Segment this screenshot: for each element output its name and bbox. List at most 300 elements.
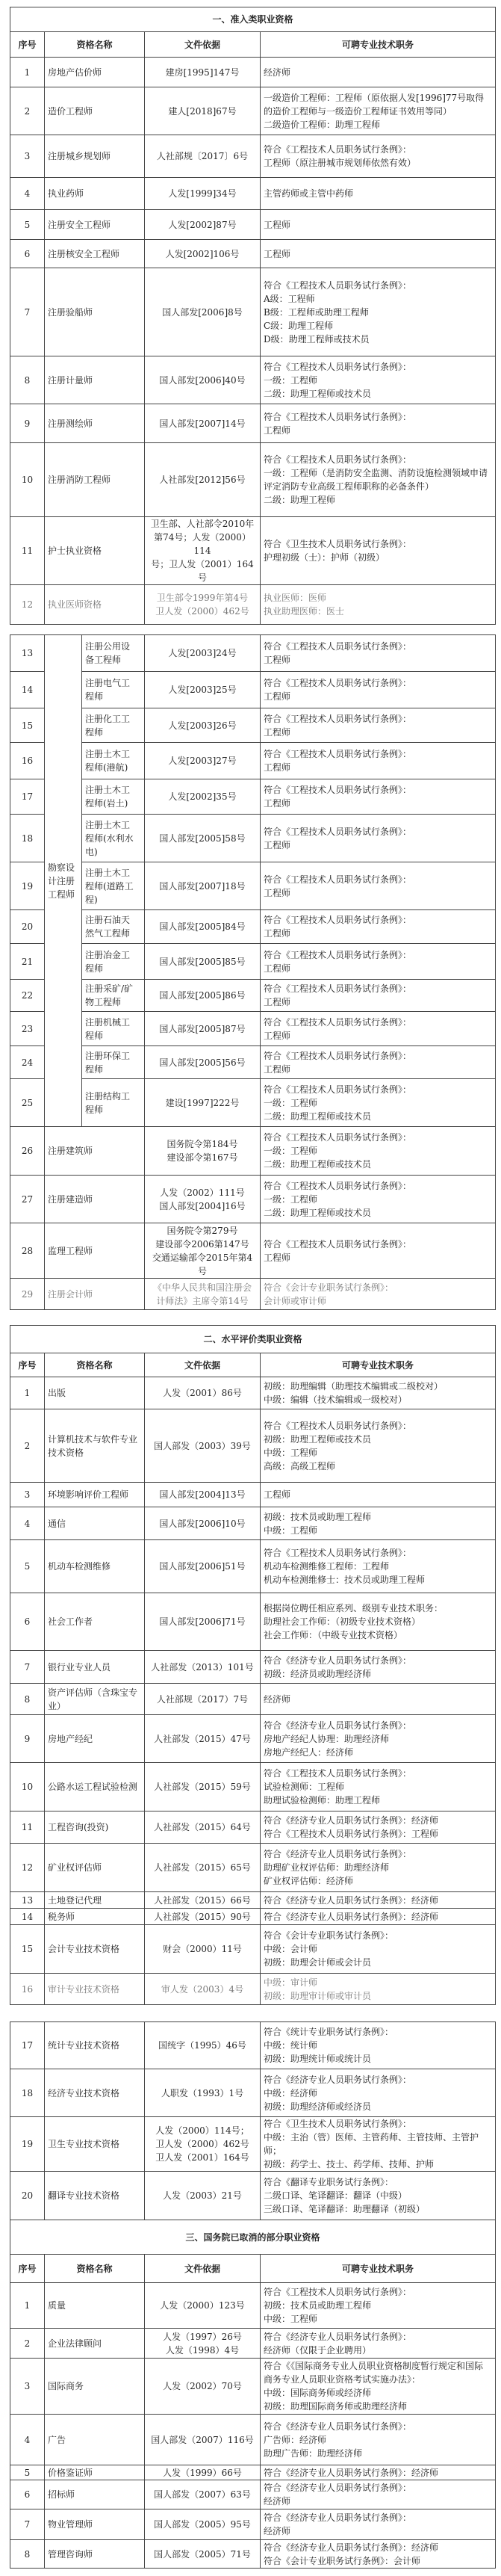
row-number: 14	[10, 672, 45, 708]
eligible-positions: 符合《工程技术人员职务试行条例》： 工程师	[261, 944, 496, 980]
table-row	[10, 2509, 496, 2540]
table-row	[10, 1483, 496, 1507]
eligible-positions: 符合《经济专业人员职务试行条例》： 房地产经纪人协理：助理经济师 房地产经纪人：经济师	[261, 1715, 496, 1763]
eligible-positions: 符合《经济专业人员职务试行条例》： 中级：经济师 初级：助理经济师或经济员	[261, 2069, 496, 2117]
eligible-positions: 符合《经济专业人员职务试行条例》： 助理矿业权评估师：助理经济师 矿业权评估师：经济师	[261, 1844, 496, 1892]
document-basis: 人社部规〔2017〕6号	[145, 135, 261, 178]
document-basis: 国人部发[2005]56号	[145, 1046, 261, 1079]
table-row	[10, 2069, 496, 2117]
table-row	[10, 240, 496, 268]
document-basis: 人社部规（2017）7号	[145, 1684, 261, 1715]
row-number: 7	[10, 1651, 45, 1684]
document-basis: 国统字（1995）46号	[145, 2022, 261, 2069]
row-number: 10	[10, 1763, 45, 1811]
row-number: 5	[10, 1540, 45, 1593]
table-row	[10, 443, 496, 517]
table-row	[10, 2117, 496, 2172]
qualification-name: 房地产估价师	[45, 58, 145, 87]
qualification-name: 统计专业技术资格	[45, 2022, 145, 2069]
table-row	[10, 1684, 496, 1715]
qualification-name: 注册建造师	[45, 1176, 145, 1223]
row-number: 8	[10, 356, 45, 404]
eligible-positions: 符合《经济专业人员职务试行条例》： 经济师	[261, 2480, 496, 2509]
table-row	[10, 1540, 496, 1593]
row-number: 20	[10, 2172, 45, 2220]
row-number: 26	[10, 1127, 45, 1176]
row-number: 15	[10, 1925, 45, 1974]
qualification-name: 审计专业技术资格	[45, 1974, 145, 2005]
eligible-positions: 主管药师或主管中药师	[261, 178, 496, 210]
row-number: 5	[10, 210, 45, 240]
document-basis: 国人部发[2005]87号	[145, 1012, 261, 1046]
header-name: 资格名称	[45, 32, 145, 58]
eligible-positions: 工程师	[261, 240, 496, 268]
eligible-positions: 符合《工程技术人员职务试行条例》： 一级：工程师 二级：助理工程师或技术员	[261, 356, 496, 404]
section-title: 二、水平评价类职业资格	[10, 1326, 496, 1353]
table-row	[10, 2283, 496, 2329]
qualification-name: 工程咨询(投资)	[45, 1811, 145, 1844]
qualification-name: 机动车检测维修	[45, 1540, 145, 1593]
qualification-name: 物业管理师	[45, 2509, 145, 2540]
eligible-positions: 符合《翻译专业职务试行条例》： 二级口译、笔译翻译：翻译（中级） 三级口译、笔译翻译：助理翻译（初级）	[261, 2172, 496, 2220]
eligible-positions: 符合《工程技术人员职务试行条例》： 一级：工程师（是消防安全监测、消防设施检测领域申请 评定消防专业高级工程师职称的必备条件） 二级：助理工程师	[261, 443, 496, 517]
eligible-positions: 符合《经济专业人员职务试行条例》：经济师 符合《工程技术人员职务试行条例》：工程师	[261, 1811, 496, 1844]
eligible-positions: 符合《工程技术人员职务试行条例》： 工程师	[261, 404, 496, 443]
table-row	[10, 2540, 496, 2569]
table-row	[10, 1715, 496, 1763]
row-number: 29	[10, 1279, 45, 1310]
qualification-name: 矿业权评估师	[45, 1844, 145, 1892]
table-row	[10, 779, 496, 815]
table-row	[10, 1377, 496, 1409]
table-row	[10, 1046, 496, 1079]
qualification-name: 土地登记代理	[45, 1892, 145, 1909]
row-number: 24	[10, 1046, 45, 1079]
document-basis: 人发（2000）123号	[145, 2283, 261, 2329]
document-basis: 国人部发（2007）116号	[145, 2415, 261, 2465]
qualification-name: 税务师	[45, 1909, 145, 1925]
table-row	[10, 1925, 496, 1974]
row-number: 12	[10, 1844, 45, 1892]
row-number: 20	[10, 910, 45, 944]
table-row	[10, 708, 496, 743]
qualification-name: 通信	[45, 1507, 145, 1540]
header-basis: 文件依据	[145, 32, 261, 58]
document-basis: 人社部发（2015）90号	[145, 1909, 261, 1925]
qualification-name: 注册城乡规划师	[45, 135, 145, 178]
eligible-positions: 符合《工程技术人员职务试行条例》： 工程师	[261, 862, 496, 910]
qualification-name: 价格鉴证师	[45, 2465, 145, 2480]
header-duties: 可聘专业技术职务	[261, 1353, 496, 1377]
table-row	[10, 58, 496, 87]
header-seq: 序号	[10, 32, 45, 58]
document-basis: 人社部发（2013）101号	[145, 1651, 261, 1684]
table-header-row	[10, 1353, 496, 1377]
qualification-name: 监理工程师	[45, 1223, 145, 1279]
row-number: 25	[10, 1079, 45, 1127]
row-number: 6	[10, 1593, 45, 1651]
row-number: 1	[10, 1377, 45, 1409]
row-number: 13	[10, 1892, 45, 1909]
document-basis: 人社部发（2015）47号	[145, 1715, 261, 1763]
row-number: 4	[10, 178, 45, 210]
table-row	[10, 1811, 496, 1844]
eligible-positions: 符合《经济专业人员职务试行条例》：经济师	[261, 1892, 496, 1909]
eligible-positions: 符合《会计专业职务试行条例》： 中级：会计师 初级：助理会计师或会计员	[261, 1925, 496, 1974]
document-basis: 国人部发[2006]40号	[145, 356, 261, 404]
row-number: 11	[10, 517, 45, 585]
document-basis: 国人部发（2005）95号	[145, 2509, 261, 2540]
table-row	[10, 1409, 496, 1483]
eligible-positions: 符合《工程技术人员职务试行条例》： 工程师	[261, 672, 496, 708]
qualification-name: 注册测绘师	[45, 404, 145, 443]
eligible-positions: 符合《工程技术人员职务试行条例》： 工程师	[261, 1012, 496, 1046]
row-number: 2	[10, 2329, 45, 2359]
document-basis: 建人[2018]67号	[145, 87, 261, 135]
section-title-row	[10, 1326, 496, 1353]
eligible-positions: 符合《工程技术人员职务试行条例》： 工程师	[261, 708, 496, 743]
header-basis: 文件依据	[145, 2255, 261, 2283]
row-number: 16	[10, 743, 45, 779]
table-row	[10, 210, 496, 240]
row-number: 18	[10, 2069, 45, 2117]
qualification-name: 注册公用设 备工程师	[82, 635, 145, 672]
document-basis: 人发[2002]87号	[145, 210, 261, 240]
table-row	[10, 1892, 496, 1909]
document-basis: 国务院令第184号 建设部令第167号	[145, 1127, 261, 1176]
document-basis: 财会（2000）11号	[145, 1925, 261, 1974]
qualification-table	[10, 1325, 496, 2005]
qualification-name: 注册化工工 程师	[82, 708, 145, 743]
table-row	[10, 135, 496, 178]
table-row	[10, 1974, 496, 2005]
qualification-name: 注册土木工 程师(岩土)	[82, 779, 145, 815]
row-number: 6	[10, 240, 45, 268]
qualification-name: 招标师	[45, 2480, 145, 2509]
row-number: 19	[10, 862, 45, 910]
qualification-name: 出版	[45, 1377, 145, 1409]
row-number: 12	[10, 585, 45, 625]
eligible-positions: 符合《经济专业人员职务试行条例》： 初级：经济员或助理经济师	[261, 1651, 496, 1684]
table-row	[10, 2022, 496, 2069]
eligible-positions: 符合《《国际商务专业人员职业资格制度暂行规定和国际 商务专业人员职业资格考试实施办法》： 中级：国际商务师或经济师 初级：助理国际商务师或助理经济师	[261, 2359, 496, 2415]
row-number: 21	[10, 944, 45, 980]
header-name: 资格名称	[45, 1353, 145, 1377]
qualification-name: 注册冶金工 程师	[82, 944, 145, 980]
table-row	[10, 2415, 496, 2465]
row-number: 9	[10, 404, 45, 443]
document-basis: 国人部发（2003）39号	[145, 1409, 261, 1483]
document-basis: 国人部发[2006]10号	[145, 1507, 261, 1540]
qualification-table	[10, 634, 496, 1310]
eligible-positions: 符合《工程技术人员职务试行条例》： 一级：工程师 二级：助理工程师或技术员	[261, 1079, 496, 1127]
row-number: 8	[10, 1684, 45, 1715]
eligible-positions: 符合《经济专业人员职务试行条例》： 经济师	[261, 2509, 496, 2540]
qualification-name: 银行业专业人员	[45, 1651, 145, 1684]
row-number: 17	[10, 779, 45, 815]
eligible-positions: 符合《工程技术人员职务试行条例》： 机动车检测维修工程师：工程师 机动车检测维修士：技术员或助理工程师	[261, 1540, 496, 1593]
eligible-positions: 符合《工程技术人员职务试行条例》： 一级：工程师 二级：助理工程师或技术员	[261, 1176, 496, 1223]
header-duties: 可聘专业技术职务	[261, 32, 496, 58]
table-row	[10, 2172, 496, 2220]
eligible-positions: 符合《工程技术人员职务试行条例》： 工程师	[261, 1046, 496, 1079]
row-number: 17	[10, 2022, 45, 2069]
eligible-positions: 符合《工程技术人员职务试行条例》： 工程师（原注册城市规划师依然有效）	[261, 135, 496, 178]
document-basis: 人社部发[2012]56号	[145, 443, 261, 517]
table-row	[10, 1127, 496, 1176]
table-row	[10, 1651, 496, 1684]
qualification-name: 注册验船师	[45, 268, 145, 356]
qualification-table	[10, 7, 496, 625]
table-row	[10, 1909, 496, 1925]
table-row	[10, 910, 496, 944]
header-seq: 序号	[10, 1353, 45, 1377]
table-header-row	[10, 2255, 496, 2283]
row-number: 15	[10, 708, 45, 743]
document-basis: 建设[1997]222号	[145, 1079, 261, 1127]
row-number: 8	[10, 2540, 45, 2569]
header-seq: 序号	[10, 2255, 45, 2283]
table-row	[10, 404, 496, 443]
qualification-name: 执业医师资格	[45, 585, 145, 625]
eligible-positions: 符合《经济专业人员职务试行条例》：经济师 符合《会计专业职务试行条例》：会计师	[261, 2540, 496, 2569]
table-row	[10, 815, 496, 862]
header-basis: 文件依据	[145, 1353, 261, 1377]
document-basis: 卫生部令1999年第4号 卫人发（2000）462号	[145, 585, 261, 625]
table-row	[10, 2480, 496, 2509]
document-basis: 国人部发[2006]8号	[145, 268, 261, 356]
table-row	[10, 1223, 496, 1279]
row-number: 11	[10, 1811, 45, 1844]
document-basis: 人发（2000）114号； 卫人发（2000）462号 卫人发（2001）164号	[145, 2117, 261, 2172]
qualification-name: 注册石油天 然气工程师	[82, 910, 145, 944]
eligible-positions: 符合《工程技术人员职务试行条例》： 初级：技术员或助理工程师 中级：工程师	[261, 2283, 496, 2329]
qualification-name: 注册结构工 程师	[82, 1079, 145, 1127]
qualification-name: 注册消防工程师	[45, 443, 145, 517]
table-row	[10, 672, 496, 708]
qualification-name: 注册土木工 程师(道路工 程)	[82, 862, 145, 910]
document-basis: 国人部发[2006]51号	[145, 1540, 261, 1593]
table-row	[10, 635, 496, 672]
document-basis: 国人部发[2005]84号	[145, 910, 261, 944]
qualification-name: 国际商务	[45, 2359, 145, 2415]
table-row	[10, 743, 496, 779]
row-number: 4	[10, 2415, 45, 2465]
document-basis: 国人部发[2005]85号	[145, 944, 261, 980]
row-number: 1	[10, 2283, 45, 2329]
table-row	[10, 517, 496, 585]
eligible-positions: 工程师	[261, 210, 496, 240]
qualification-name: 护士执业资格	[45, 517, 145, 585]
row-number: 18	[10, 815, 45, 862]
eligible-positions: 符合《工程技术人员职务试行条例》： 初级：助理工程师或技术员 中级：工程师 高级：高级工程师	[261, 1409, 496, 1483]
qualification-name: 执业药师	[45, 178, 145, 210]
document-basis: 国人部发[2004]13号	[145, 1483, 261, 1507]
qualification-name: 注册采矿/矿 物工程师	[82, 980, 145, 1012]
table-row	[10, 1763, 496, 1811]
document-basis: 人社部发（2015）66号	[145, 1892, 261, 1909]
eligible-positions: 符合《经济专业人员职务试行条例》： 经济师（仅限于企业聘用）	[261, 2329, 496, 2359]
qualification-name: 造价工程师	[45, 87, 145, 135]
qualification-name: 广告	[45, 2415, 145, 2465]
table-row	[10, 944, 496, 980]
table-row	[10, 862, 496, 910]
row-number: 28	[10, 1223, 45, 1279]
qualification-name: 质量	[45, 2283, 145, 2329]
table-row	[10, 356, 496, 404]
table-row	[10, 1176, 496, 1223]
eligible-positions: 符合《工程技术人员职务试行条例》： 工程师	[261, 635, 496, 672]
section-title-row	[10, 2220, 496, 2255]
row-number: 10	[10, 443, 45, 517]
qualification-name: 会计专业技术资格	[45, 1925, 145, 1974]
qualification-name: 注册核安全工程师	[45, 240, 145, 268]
row-number: 2	[10, 87, 45, 135]
qualification-name: 注册电气工 程师	[82, 672, 145, 708]
table-row	[10, 87, 496, 135]
document-basis: 国人部发（2007）63号	[145, 2480, 261, 2509]
eligible-positions: 工程师	[261, 1483, 496, 1507]
table-row	[10, 268, 496, 356]
qualification-table	[10, 2021, 496, 2569]
row-number: 3	[10, 135, 45, 178]
document-basis: 人发[2003]26号	[145, 708, 261, 743]
eligible-positions: 初级：技术员或助理工程师 中级：工程师	[261, 1507, 496, 1540]
eligible-positions: 符合《统计专业职务试行条例》： 中级：统计师 初级：助理统计师或统计员	[261, 2022, 496, 2069]
row-number: 7	[10, 2509, 45, 2540]
group-name: 勘察设计注册工程师	[45, 635, 82, 1127]
row-number: 22	[10, 980, 45, 1012]
row-number: 3	[10, 1483, 45, 1507]
eligible-positions: 符合《工程技术人员职务试行条例》： A级：工程师 B级：工程师或助理工程师 C级：助理工程师 D级：助理工程师或技术员	[261, 268, 496, 356]
row-number: 9	[10, 1715, 45, 1763]
row-number: 27	[10, 1176, 45, 1223]
eligible-positions: 符合《工程技术人员职务试行条例》： 工程师	[261, 743, 496, 779]
row-number: 1	[10, 58, 45, 87]
document-basis: 国人部发[2007]14号	[145, 404, 261, 443]
document-basis: 建房[1995]147号	[145, 58, 261, 87]
eligible-positions: 符合《卫生技术人员职务试行条例》： 护理初级（士）：护师（初级）	[261, 517, 496, 585]
document-basis: 人社部发（2015）65号	[145, 1844, 261, 1892]
eligible-positions: 符合《卫生技术人员职务试行条例》： 中级：主治（管）医师、主管药师、主管技师、主管护师； 初级：药学士、技士、药学师、技师、护师	[261, 2117, 496, 2172]
qualification-name: 公路水运工程试验检测	[45, 1763, 145, 1811]
qualification-name: 注册机械工 程师	[82, 1012, 145, 1046]
document-basis: 人发（2001）86号	[145, 1377, 261, 1409]
row-number: 6	[10, 2480, 45, 2509]
document-basis: 人发[1999]34号	[145, 178, 261, 210]
row-number: 2	[10, 1409, 45, 1483]
table-row	[10, 178, 496, 210]
qualification-name: 注册环保工 程师	[82, 1046, 145, 1079]
qualification-name: 经济专业技术资格	[45, 2069, 145, 2117]
document-basis: 人发[2003]25号	[145, 672, 261, 708]
eligible-positions: 符合《工程技术人员职务试行条例》： 一级：工程师 二级：助理工程师或技术员	[261, 1127, 496, 1176]
qualification-name: 注册建筑师	[45, 1127, 145, 1176]
row-number: 5	[10, 2465, 45, 2480]
table-row	[10, 1507, 496, 1540]
qualification-name: 注册会计师	[45, 1279, 145, 1310]
qualification-name: 房地产经纪	[45, 1715, 145, 1763]
qualification-name: 计算机技术与软件专业 技术资格	[45, 1409, 145, 1483]
eligible-positions: 符合《工程技术人员职务试行条例》： 工程师	[261, 1223, 496, 1279]
table-row	[10, 2329, 496, 2359]
eligible-positions: 一级造价工程师：工程师（原依据人发[1996]77号取得 的造价工程师与一级造价工程师证书效用等同） 二级造价工程师：助理工程师	[261, 87, 496, 135]
qualification-name: 环境影响评价工程师	[45, 1483, 145, 1507]
eligible-positions: 符合《工程技术人员职务试行条例》： 试验检测师：工程师 助理试验检测师：助理工程师	[261, 1763, 496, 1811]
row-number: 23	[10, 1012, 45, 1046]
row-number: 7	[10, 268, 45, 356]
qualification-name: 资产评估师（含珠宝专 业）	[45, 1684, 145, 1715]
row-number: 13	[10, 635, 45, 672]
eligible-positions: 符合《会计专业职务试行条例》： 会计师或审计师	[261, 1279, 496, 1310]
header-duties: 可聘专业技术职务	[261, 2255, 496, 2283]
document-basis: 人发[2002]106号	[145, 240, 261, 268]
eligible-positions: 符合《经济专业人员职务试行条例》： 广告师：经济师 助理广告师：助理经济师	[261, 2415, 496, 2465]
qualification-name: 注册计量师	[45, 356, 145, 404]
eligible-positions: 符合《工程技术人员职务试行条例》： 工程师	[261, 910, 496, 944]
qualification-name: 注册安全工程师	[45, 210, 145, 240]
table-row	[10, 2359, 496, 2415]
table-row	[10, 1279, 496, 1310]
document-basis: 国人部发[2005]86号	[145, 980, 261, 1012]
header-name: 资格名称	[45, 2255, 145, 2283]
section-title: 一、准入类职业资格	[10, 7, 496, 32]
eligible-positions: 根据岗位聘任相应系列、级别专业技术职务： 助理社会工作师：（初级专业技术资格） 社会工作师：（中级专业技术资格）	[261, 1593, 496, 1651]
row-number: 16	[10, 1974, 45, 2005]
document-basis: 人发（1999）66号	[145, 2465, 261, 2480]
table-header-row	[10, 32, 496, 58]
document-basis: 卫生部、人社部令2010年 第74号；人发（2000）114 号；卫人发（2001）164号	[145, 517, 261, 585]
section-title: 三、国务院已取消的部分职业资格	[10, 2220, 496, 2255]
document-basis: 人社部发（2015）59号	[145, 1763, 261, 1811]
table-row	[10, 1079, 496, 1127]
qualification-name: 注册土木工 程师(港航)	[82, 743, 145, 779]
eligible-positions: 符合《工程技术人员职务试行条例》： 工程师	[261, 980, 496, 1012]
table-row	[10, 1844, 496, 1892]
document-basis: 人职发（1993）1号	[145, 2069, 261, 2117]
eligible-positions: 初级：助理编辑（助理技术编辑或二级校对） 中级：编辑（技术编辑或一级校对）	[261, 1377, 496, 1409]
document-basis: 人发[2003]24号	[145, 635, 261, 672]
row-number: 3	[10, 2359, 45, 2415]
eligible-positions: 执业医师：医师 执业助理医师：医士	[261, 585, 496, 625]
section-title-row	[10, 7, 496, 32]
table-row	[10, 585, 496, 625]
document-basis: 国人部发[2006]71号	[145, 1593, 261, 1651]
qualification-name: 卫生专业技术资格	[45, 2117, 145, 2172]
qualification-name: 企业法律顾问	[45, 2329, 145, 2359]
qualification-name: 翻译专业技术资格	[45, 2172, 145, 2220]
eligible-positions: 符合《工程技术人员职务试行条例》： 工程师	[261, 815, 496, 862]
document-basis: 人发（2002）70号	[145, 2359, 261, 2415]
document-basis: 人社部发（2015）64号	[145, 1811, 261, 1844]
document-basis: 国人部发（2005）71号	[145, 2540, 261, 2569]
row-number: 4	[10, 1507, 45, 1540]
document-basis: 审人发（2003）4号	[145, 1974, 261, 2005]
document-basis: 人发（2003）21号	[145, 2172, 261, 2220]
eligible-positions: 中级：审计师 初级：助理审计师或审计员	[261, 1974, 496, 2005]
eligible-positions: 经济师	[261, 1684, 496, 1715]
document-basis: 人发（2002）111号 国人部发[2004]16号	[145, 1176, 261, 1223]
qualification-name: 社会工作者	[45, 1593, 145, 1651]
row-number: 19	[10, 2117, 45, 2172]
table-row	[10, 1012, 496, 1046]
document-basis: 人发[2003]27号	[145, 743, 261, 779]
document-basis: 国务院令第279号 建设部令2006第147号 交通运输部令2015年第4 号	[145, 1223, 261, 1279]
eligible-positions: 符合《工程技术人员职务试行条例》： 工程师	[261, 779, 496, 815]
eligible-positions: 经济师	[261, 58, 496, 87]
document-basis: 《中华人民共和国注册会 计师法》主席令第14号	[145, 1279, 261, 1310]
qualification-name: 注册土木工 程师(水利水 电)	[82, 815, 145, 862]
